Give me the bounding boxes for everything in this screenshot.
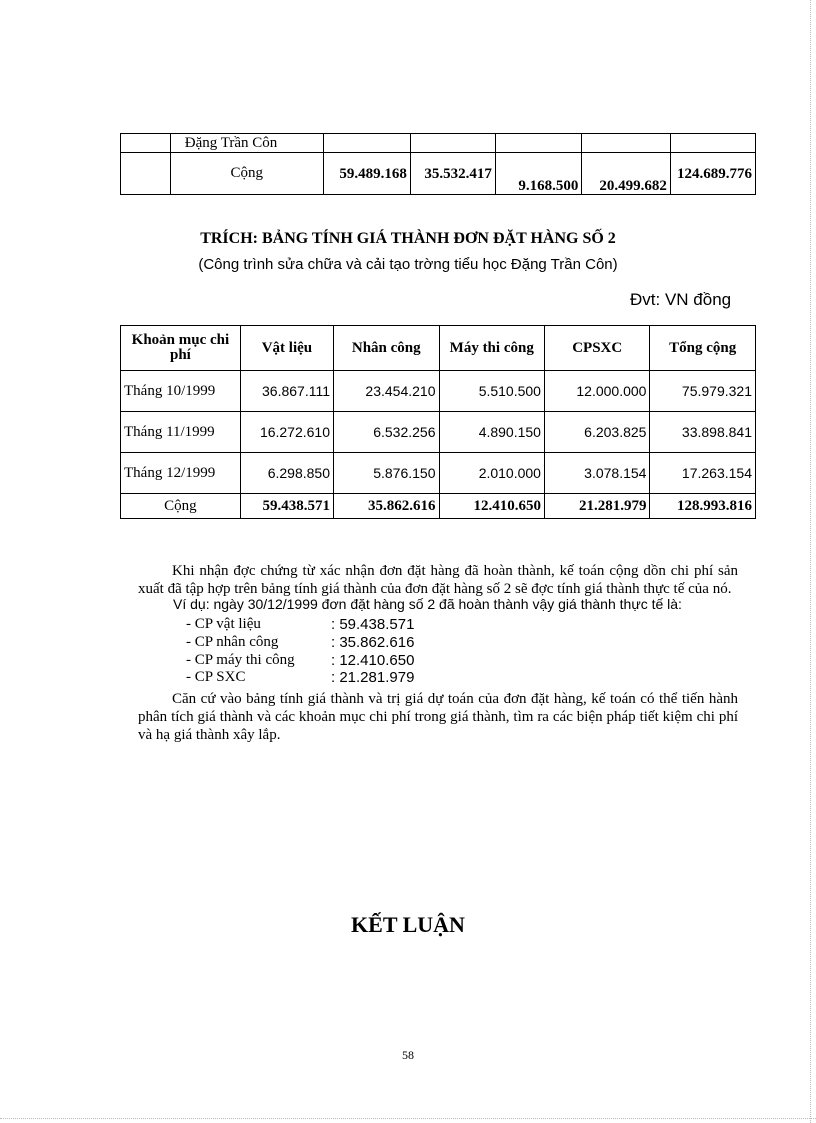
table-cell: 23.454.210 [334, 371, 439, 412]
cost-table [120, 325, 756, 519]
table-row [121, 371, 756, 412]
table-header-row [121, 326, 756, 371]
cost-item-value: : 59.438.571 [331, 616, 415, 633]
cost-item-value: : 21.281.979 [331, 669, 415, 686]
row-label: Tháng 12/1999 [121, 453, 241, 494]
section-title: TRÍCH: BẢNG TÍNH GIÁ THÀNH ĐƠN ĐẶT HÀNG SỐ 2 [200, 230, 616, 247]
header-cell: Máy thi công [439, 326, 544, 371]
total-cell: 21.281.979 [544, 494, 649, 519]
header-cell: Khoản mục chi phí [121, 326, 241, 371]
section-subtitle: (Công trình sửa chữa và cải tạo trờng tiểu học Đặng Trần Côn) [198, 256, 618, 273]
cost-item-label: - CP vật liệu [186, 616, 261, 632]
table-row [121, 134, 756, 153]
page-number: 58 [402, 1048, 414, 1062]
cost-item-label: - CP máy thi công [186, 652, 295, 668]
table-cell: 36.867.111 [240, 371, 333, 412]
total-cell: 59.438.571 [240, 494, 333, 519]
conclusion-heading: KẾT LUẬN [351, 912, 465, 937]
cost-item-label: - CP nhân công [186, 634, 279, 650]
table-total-row [121, 153, 756, 195]
header-cell: Nhân công [334, 326, 439, 371]
total-may-thi-cong: 9.168.500 [495, 153, 581, 195]
page-bottom-divider [0, 1118, 816, 1119]
previous-cost-table [120, 133, 756, 195]
total-nhan-cong: 35.532.417 [410, 153, 495, 195]
total-tong-cong: 124.689.776 [670, 153, 755, 195]
table-cell: 12.000.000 [544, 371, 649, 412]
project-name-cell: Đặng Trần Côn [170, 134, 323, 153]
total-label: Cộng [121, 494, 241, 519]
table-cell: 5.510.500 [439, 371, 544, 412]
currency-unit: Đvt: VN đồng [630, 290, 732, 309]
table-cell: 3.078.154 [544, 453, 649, 494]
table-cell: 75.979.321 [650, 371, 756, 412]
total-cell: 12.410.650 [439, 494, 544, 519]
total-cpsxc: 20.499.682 [582, 153, 671, 195]
table-cell: 6.532.256 [334, 412, 439, 453]
total-label: Cộng [170, 153, 323, 195]
table-cell: 17.263.154 [650, 453, 756, 494]
table-row [121, 412, 756, 453]
example-intro: Ví dụ: ngày 30/12/1999 đơn đặt hàng số 2 đã hoàn thành vậy giá thành thực tế là: [173, 596, 682, 612]
total-cell: 128.993.816 [650, 494, 756, 519]
paragraph-analysis: Căn cứ vào bảng tính giá thành và trị giá dự toán của đơn đặt hàng, kế toán có thể tiến hành phân tích giá thành và các khoản mục chi phí trong giá thành, tìm ra các biện pháp tiết kiệm chi phí và hạ giá thành xây lắp. [138, 691, 738, 743]
table-cell: 6.203.825 [544, 412, 649, 453]
table-cell: 16.272.610 [240, 412, 333, 453]
table-cell: 33.898.841 [650, 412, 756, 453]
row-label: Tháng 11/1999 [121, 412, 241, 453]
row-label: Tháng 10/1999 [121, 371, 241, 412]
cost-item-label: - CP SXC [186, 669, 246, 685]
table-cell: 5.876.150 [334, 453, 439, 494]
table-cell: 2.010.000 [439, 453, 544, 494]
header-cell: CPSXC [544, 326, 649, 371]
header-cell: Vật liệu [240, 326, 333, 371]
table-total-row [121, 494, 756, 519]
page-edge-divider [810, 0, 811, 1123]
cost-item-value: : 12.410.650 [331, 652, 415, 669]
table-cell: 6.298.850 [240, 453, 333, 494]
paragraph-description: Khi nhận đợc chứng từ xác nhận đơn đặt hàng đã hoàn thành, kế toán cộng dồn chi phí sản xuất đã tập hợp trên bảng tính giá thành của đơn đặt hàng số 2 sẽ đợc tính giá thành thực tế của nó. [138, 563, 738, 597]
total-cell: 35.862.616 [334, 494, 439, 519]
header-cell: Tổng cộng [650, 326, 756, 371]
table-cell: 4.890.150 [439, 412, 544, 453]
cost-item-value: : 35.862.616 [331, 634, 415, 651]
table-row [121, 453, 756, 494]
total-vat-lieu: 59.489.168 [323, 153, 410, 195]
